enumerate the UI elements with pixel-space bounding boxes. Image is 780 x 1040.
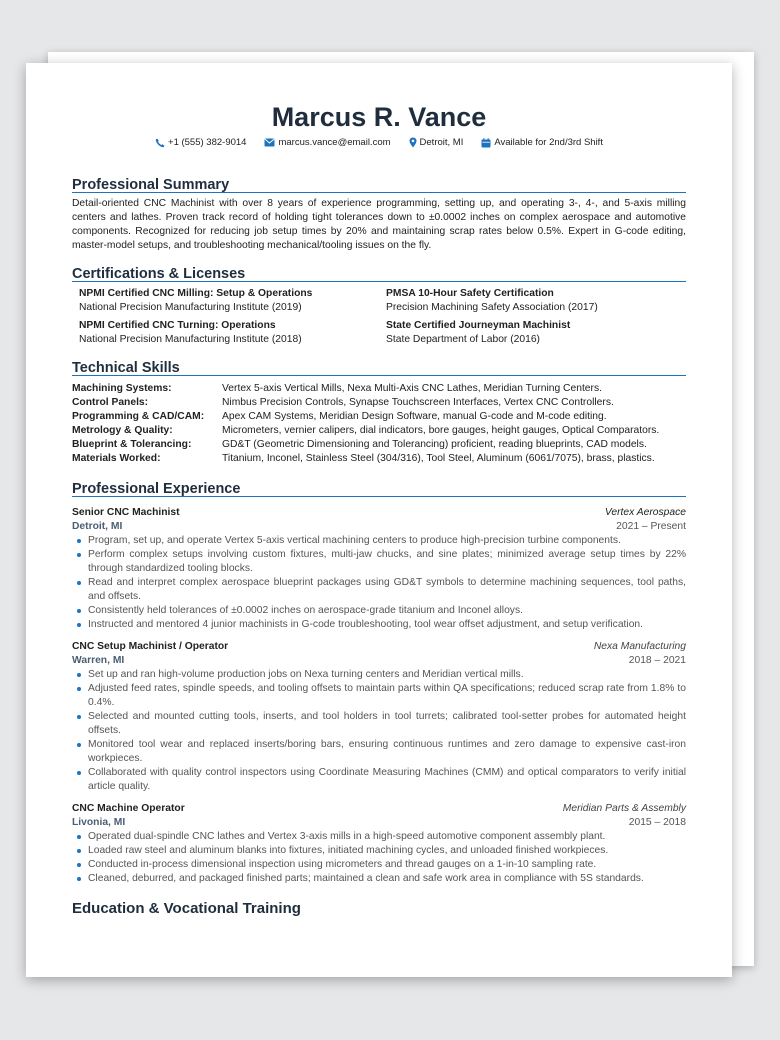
skill-value: GD&T (Geometric Dimensioning and Tolerancing) proficient, reading blueprints, CAD models. [222,439,647,450]
phone-icon [155,138,165,148]
job-bullet: Selected and mounted cutting tools, inserts, and tool holders in tool turrets; calibrated tool-setter probes for automated height offsets. [88,711,686,736]
certification-issuer: National Precision Manufacturing Institute (2018) [79,334,302,345]
contact-phone [155,137,246,148]
job-company: Meridian Parts & Assembly [562,803,686,814]
skill-category: Materials Worked: [72,453,161,464]
skill-value: Vertex 5-axis Vertical Mills, Nexa Multi-Axis CNC Lathes, Meridian Turning Centers. [222,383,602,394]
job-subheader [72,654,686,668]
skill-row [72,438,686,452]
certification-issuer: Precision Machining Safety Association (2017) [386,302,598,313]
summary-heading: Professional Summary [72,178,686,193]
job-bullet: Set up and ran high-volume production jobs on Nexa turning centers and Meridian vertical mills. [88,668,686,682]
job-bullet: Perform complex setups involving custom fixtures, multi-jaw chucks, and sine plates; minimized average setup times by 22% through standardized tooling blocks. [88,549,686,574]
contact-location-text: Detroit, MI [419,137,464,148]
job-bullet: Collaborated with quality control inspectors using Coordinate Measuring Machines (CMM) and optical comparators to verify initial article quality. [88,767,686,792]
certifications-heading: Certifications & Licenses [72,267,686,282]
job-bullets [72,668,686,794]
contact-email-text[interactable]: marcus.vance@email.com [278,137,391,148]
job-subheader [72,816,686,830]
summary-section [72,178,686,253]
experience-heading: Professional Experience [72,482,686,497]
skill-value: Apex CAM Systems, Meridian Design Software, manual G-code and M-code editing. [222,411,607,422]
job-header [72,640,686,654]
job-bullet: Program, set up, and operate Vertex 5-axis vertical machining centers to produce high-precision turbine components. [88,534,686,548]
candidate-name: Marcus R. Vance [271,102,487,132]
job-header [72,506,686,520]
education-heading: Education & Vocational Training [72,900,301,917]
job-bullet: Operated dual-spindle CNC lathes and Vertex 3-axis mills in a high-speed automotive component assembly plant. [88,830,686,844]
certification-name: NPMI Certified CNC Turning: Operations [79,320,276,331]
envelope-icon [264,138,275,147]
skill-row [72,382,686,396]
job-company: Nexa Manufacturing [593,641,686,652]
contact-phone-text: +1 (555) 382-9014 [168,137,247,148]
calendar-icon [481,138,491,148]
job-bullet: Consistently held tolerances of ±0.0002 inches on aerospace-grade titanium and Inconel alloys. [88,604,686,618]
job-location: Detroit, MI [72,521,123,532]
contact-location [409,137,464,148]
skills-section [72,361,686,466]
job-dates: 2015 – 2018 [628,817,686,828]
certification-item [72,319,379,347]
skill-category: Machining Systems: [72,383,172,394]
certification-issuer: National Precision Manufacturing Institute (2019) [79,302,302,313]
job-title: Senior CNC Machinist [72,507,180,518]
contact-availability [481,137,603,148]
skill-category: Control Panels: [72,397,149,408]
job-bullets [72,830,686,886]
job-header [72,802,686,816]
skill-row [72,410,686,424]
job-location: Warren, MI [72,655,125,666]
contact-email[interactable] [264,137,390,148]
summary-text: Detail-oriented CNC Machinist with over 8 years of experience programming, setting up, and operating 3-, 4-, and 5-axis milling centers and lathes. Proven track record of holding tight tolerances down to ±0.0002 inches on complex aerospace and automotive components. Recognized for reducing job setup times by 20% and maintaining scrap rates below 0.5%. Expert in G-code editing, master-model setups, and troubleshooting mechanical/tooling issues on the fly. [72,198,686,251]
skills-table [72,382,686,466]
job-bullet: Read and interpret complex aerospace blueprint packages using GD&T symbols to determine machining sequences, tool paths, and offsets. [88,577,686,602]
skill-value: Nimbus Precision Controls, Synapse Touchscreen Interfaces, Vertex CNC Controllers. [222,397,614,408]
job-dates: 2018 – 2021 [628,655,686,666]
job-location: Livonia, MI [72,817,126,828]
job-bullet: Monitored tool wear and replaced inserts/boring bars, ensuring continuous runtimes and zero damage to expensive cast-iron workpieces. [88,739,686,764]
job-bullet: Loaded raw steel and aluminum blanks into fixtures, initiated machining cycles, and unloaded finished workpieces. [88,844,686,858]
certification-item [379,287,686,315]
job-bullet: Conducted in-process dimensional inspection using micrometers and thread gauges on a 1-in-10 sampling rate. [88,858,686,872]
certification-item [379,319,686,347]
contact-bar [72,137,686,148]
experience-section [72,482,686,886]
job-entry [72,640,686,794]
job-entry [72,506,686,632]
certification-item [72,287,379,315]
certification-name: State Certified Journeyman Machinist [386,320,571,331]
job-bullets [72,534,686,632]
skill-row [72,396,686,410]
skill-row [72,452,686,466]
job-title: CNC Machine Operator [72,803,185,814]
job-bullet: Adjusted feed rates, spindle speeds, and tooling offsets to maintain parts within QA specifications; reduced scrap rate from 1.8% to 0.4%. [88,683,686,708]
skill-category: Blueprint & Tolerancing: [72,439,192,450]
certification-name: NPMI Certified CNC Milling: Setup & Operations [79,288,313,299]
job-company: Vertex Aerospace [604,507,686,518]
certification-name: PMSA 10-Hour Safety Certification [386,288,554,299]
contact-availability-text: Available for 2nd/3rd Shift [494,137,603,148]
job-bullet: Cleaned, deburred, and packaged finished parts; maintained a clean and safe work area in compliance with 5S standards. [88,872,686,886]
job-title: CNC Setup Machinist / Operator [72,641,229,652]
skill-category: Programming & CAD/CAM: [72,411,205,422]
skill-value: Titanium, Inconel, Stainless Steel (304/316), Tool Steel, Aluminum (6061/7075), brass, plastics. [222,453,655,464]
job-subheader [72,520,686,534]
education-section [72,900,686,918]
certifications-grid [72,287,686,347]
skills-heading: Technical Skills [72,361,686,376]
job-bullet: Instructed and mentored 4 junior machinists in G-code troubleshooting, tool wear offset adjustment, and setup verification. [88,618,686,632]
job-dates: 2021 – Present [616,521,686,532]
skill-value: Micrometers, vernier calipers, dial indicators, bore gauges, height gauges, Optical Comparators. [222,425,660,436]
resume-content [72,63,686,918]
certification-issuer: State Department of Labor (2016) [386,334,540,345]
skill-row [72,424,686,438]
resume-page [26,63,732,977]
certifications-section [72,267,686,347]
map-pin-icon [409,137,417,148]
skill-category: Metrology & Quality: [72,425,173,436]
job-entry [72,802,686,886]
